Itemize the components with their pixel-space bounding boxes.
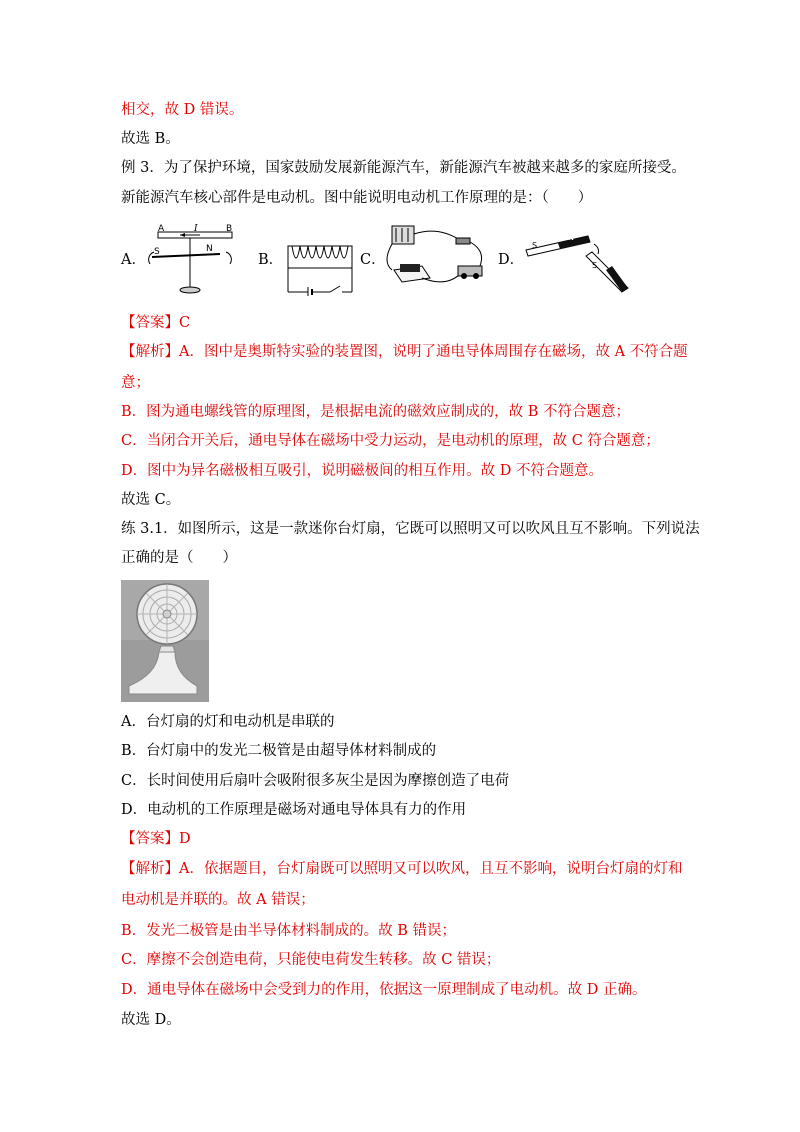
option-text: D．电动机的工作原理是磁场对通电导体具有力的作用	[121, 802, 467, 818]
analysis-text: 电动机是并联的。故 A 错误；	[121, 892, 315, 908]
question-text: 例 3．为了保护环境，国家鼓励发展新能源汽车，新能源汽车被越来越多的家庭所接受。	[121, 160, 686, 176]
answer-label: 【答案】C	[121, 315, 191, 331]
question-text: 新能源汽车核心部件是电动机。图中能说明电动机工作原理的是：（ ）	[121, 190, 593, 206]
magnets-attraction-figure	[518, 222, 630, 296]
motor-principle-figure	[378, 222, 490, 288]
text-line: 相交，故 D 错误。	[121, 102, 244, 118]
analysis-text: B．图为通电螺线管的原理图，是根据电流的磁效应制成的，故 B 不符合题意；	[121, 404, 631, 420]
option-text: B．台灯扇中的发光二极管是由超导体材料制成的	[121, 743, 437, 759]
oersted-experiment-figure	[142, 224, 242, 298]
rod-label-i: I	[194, 224, 198, 234]
needle-label-n: N	[206, 244, 213, 254]
solenoid-circuit-figure	[278, 232, 360, 296]
rod-label-b: B	[226, 224, 233, 234]
rod-label-a: A	[158, 224, 165, 234]
analysis-text: 【解析】A．图中是奥斯特实验的装置图，说明了通电导体周围存在磁场，故 A 不符合题	[121, 344, 688, 360]
question-text: 正确的是（ ）	[121, 550, 237, 566]
option-a-label: A．	[121, 252, 146, 268]
option-text: A．台灯扇的灯和电动机是串联的	[121, 714, 335, 730]
text-line: 故选 B。	[121, 131, 180, 147]
analysis-text: C．当闭合开关后，通电导体在磁场中受力运动，是电动机的原理，故 C 符合题意；	[121, 433, 660, 449]
analysis-text: 意；	[121, 375, 150, 391]
analysis-text: D．通电导体在磁场中会受到力的作用，依据这一原理制成了电动机。故 D 正确。	[121, 982, 647, 998]
option-text: C．长时间使用后扇叶会吸附很多灰尘是因为摩擦创造了电荷	[121, 773, 510, 789]
magnet-label-s2: S	[592, 261, 598, 270]
option-d-label: D．	[498, 252, 525, 268]
analysis-text: 【解析】A．依据题目，台灯扇既可以照明又可以吹风，且互不影响，说明台灯扇的灯和	[121, 861, 683, 877]
analysis-text: D．图中为异名磁极相互吸引，说明磁极间的相互作用。故 D 不符合题意。	[121, 463, 603, 479]
needle-label-s: S	[154, 247, 160, 257]
option-b-label: B．	[258, 252, 284, 268]
magnet-label-n: N	[568, 233, 574, 242]
text-line: 故选 C。	[121, 492, 181, 508]
analysis-text: C．摩擦不会创造电荷，只能使电荷发生转移。故 C 错误；	[121, 952, 501, 968]
magnet-label-s1: S	[532, 241, 538, 250]
answer-label: 【答案】D	[121, 831, 191, 847]
option-c-label: C．	[360, 252, 386, 268]
desk-lamp-fan-photo	[121, 580, 209, 702]
analysis-text: B．发光二极管是由半导体材料制成的。故 B 错误；	[121, 923, 457, 939]
question-text: 练 3.1．如图所示，这是一款迷你台灯扇，它既可以照明又可以吹风且互不影响。下列说法	[121, 521, 700, 537]
text-line: 故选 D。	[121, 1012, 181, 1028]
